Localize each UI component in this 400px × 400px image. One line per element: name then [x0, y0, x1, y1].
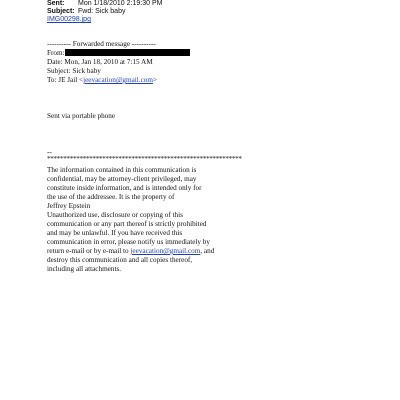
- forward-to-email-link[interactable]: jeevacation@gmail.com: [83, 76, 153, 84]
- redaction-bar: [65, 49, 190, 56]
- disclaimer-line: communication or any part thereof is strictly prohibited: [47, 220, 207, 228]
- disclaimer-line: communication in error, please notify us immediately by: [47, 238, 210, 246]
- subject-label: Subject:: [47, 8, 75, 15]
- disclaimer-line: and may be unlawful. If you have received this: [47, 229, 183, 237]
- forward-to-suffix: >: [152, 76, 158, 84]
- forward-from-row: [47, 49, 190, 58]
- forward-to-prefix: To: JE Jail <: [47, 76, 84, 84]
- attachment-link[interactable]: IMG00298.jpg: [47, 16, 91, 23]
- signature-dash: --: [47, 148, 52, 156]
- disclaimer-line: [47, 247, 214, 256]
- disclaimer-line: Jeffrey Epstein: [47, 202, 91, 210]
- disclaimer-line: constitute inside information, and is intended only for: [47, 184, 202, 192]
- sent-label: Sent:: [47, 0, 65, 7]
- disclaimer-line: including all attachments.: [47, 265, 122, 273]
- disclaimer-email-link[interactable]: jeevacation@gmail.com: [130, 247, 201, 255]
- attachment-row: [47, 15, 91, 24]
- forward-separator: ---------- Forwarded message ----------: [47, 40, 156, 48]
- disclaimer-line: confidential, may be attorney-client privileged, may: [47, 175, 197, 183]
- disclaimer-line: The information contained in this communication is: [47, 166, 197, 174]
- subject-value: Fwd: Sick baby: [78, 8, 126, 15]
- disclaimer-line: destroy this communication and all copies thereof,: [47, 256, 193, 264]
- forward-date: Date: Mon, Jan 18, 2010 at 7:15 AM: [47, 58, 153, 66]
- forward-subject: Subject: Sick baby: [47, 67, 101, 75]
- sent-value: Mon 1/18/2010 2:19:30 PM: [78, 0, 163, 7]
- stars-separator: ************************************************************: [47, 155, 242, 163]
- disclaimer-line-prefix: return e-mail or by e-mail to: [47, 247, 131, 255]
- disclaimer-line: Unauthorized use, disclosure or copying of this: [47, 211, 183, 219]
- forward-from-label: From:: [47, 49, 65, 57]
- forward-to-row: [47, 76, 157, 85]
- sent-via-text: Sent via portable phone: [47, 112, 116, 120]
- disclaimer-line-suffix: , and: [200, 247, 215, 255]
- disclaimer-line: the use of the addressee. It is the property of: [47, 193, 175, 201]
